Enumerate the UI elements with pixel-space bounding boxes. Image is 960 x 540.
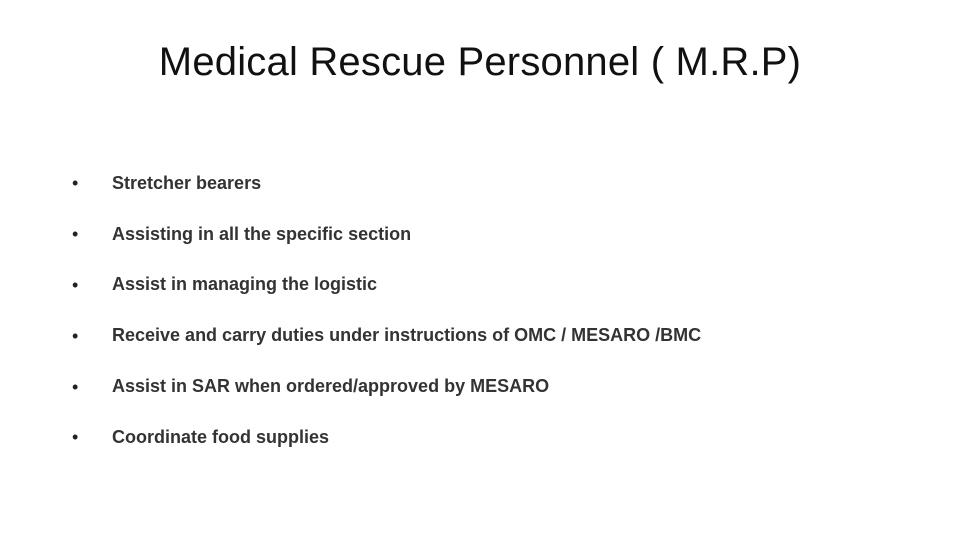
bullet-list	[72, 158, 701, 463]
bullet-text: Assist in managing the logistic	[112, 274, 378, 295]
list-item	[72, 361, 701, 412]
list-item	[72, 412, 701, 463]
bullet-text: Coordinate food supplies	[112, 426, 330, 447]
bullet-icon: •	[72, 427, 79, 448]
bullet-icon: •	[72, 376, 79, 397]
list-item	[72, 209, 701, 260]
list-item	[72, 310, 701, 361]
bullet-text: Assisting in all the specific section	[112, 223, 412, 244]
bullet-icon: •	[72, 173, 79, 194]
list-item	[72, 260, 701, 311]
bullet-text: Stretcher bearers	[112, 172, 262, 193]
bullet-icon: •	[72, 325, 79, 346]
bullet-text: Assist in SAR when ordered/approved by MESARO	[112, 376, 550, 397]
list-item	[72, 158, 701, 209]
bullet-icon: •	[72, 224, 79, 245]
bullet-icon: •	[72, 274, 79, 295]
bullet-text: Receive and carry duties under instructions of OMC / MESARO /BMC	[112, 325, 702, 346]
slide-title: Medical Rescue Personnel ( M.R.P)	[158, 40, 802, 84]
